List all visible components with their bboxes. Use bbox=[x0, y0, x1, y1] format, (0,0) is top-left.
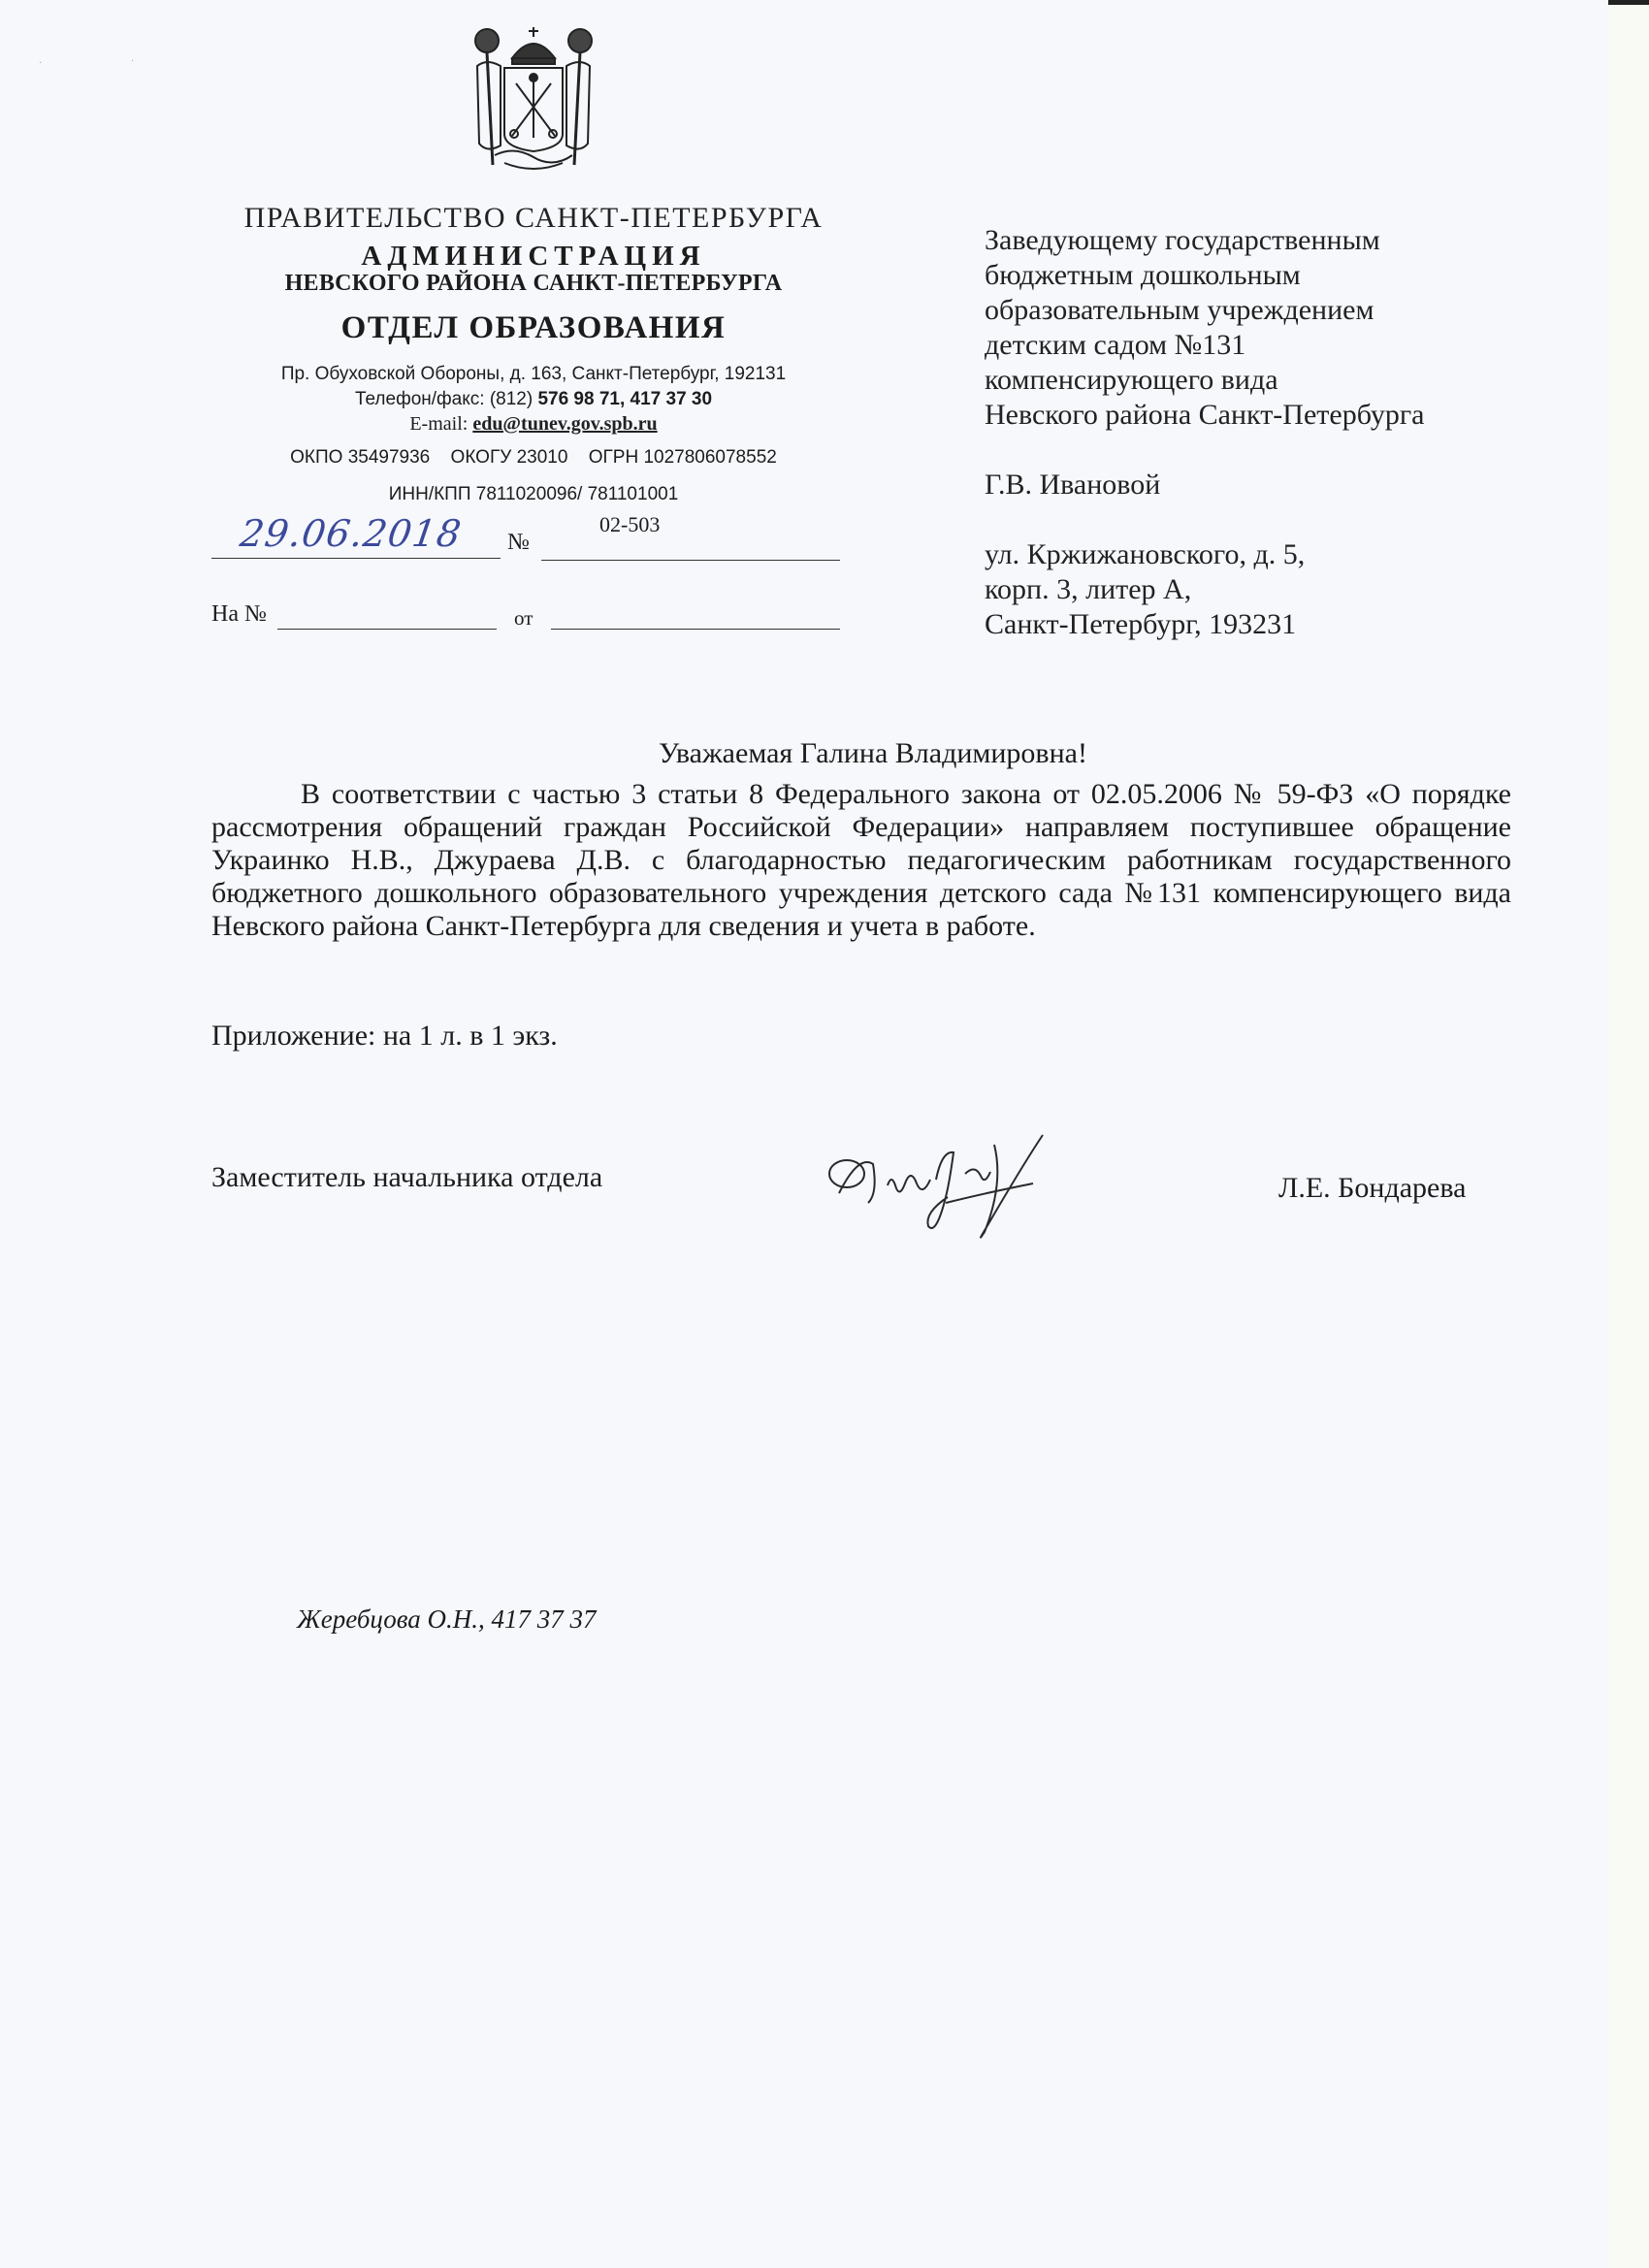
okogu-code: ОКОГУ 23010 bbox=[450, 447, 568, 468]
addressee-address-line: ул. Кржижановского, д. 5, bbox=[985, 538, 1306, 570]
reply-number-label: На № bbox=[211, 601, 267, 627]
signer-name: Л.Е. Бондарева bbox=[1278, 1172, 1467, 1204]
outgoing-number-field bbox=[541, 512, 840, 561]
letter-body bbox=[211, 778, 1511, 943]
addressee-line: бюджетным дошкольным bbox=[985, 259, 1301, 291]
number-label: № bbox=[507, 530, 530, 555]
addressee-name: Г.В. Ивановой bbox=[985, 469, 1161, 501]
executor-contact: Жеребцова О.Н., 417 37 37 bbox=[297, 1604, 597, 1634]
okpo-code: ОКПО 35497936 bbox=[290, 447, 431, 468]
administration-title: АДМИНИСТРАЦИЯ bbox=[361, 241, 706, 272]
salutation: Уважаемая Галина Владимировна! bbox=[659, 737, 1087, 769]
scan-dust: · bbox=[131, 56, 135, 67]
addressee-line: образовательным учреждением bbox=[985, 294, 1374, 326]
district-title: НЕВСКОГО РАЙОНА САНКТ-ПЕТЕРБУРГА bbox=[284, 271, 783, 296]
signer-title: Заместитель начальника отдела bbox=[211, 1161, 603, 1193]
reply-from-date-field bbox=[551, 597, 840, 630]
outgoing-number: 02-503 bbox=[599, 512, 661, 536]
registry-codes bbox=[194, 445, 873, 470]
scan-dust: · bbox=[39, 58, 43, 69]
email-link[interactable]: edu@tunev.gov.spb.ru bbox=[472, 413, 658, 435]
addressee-address-line: корп. 3, литер А, bbox=[985, 573, 1192, 605]
scan-edge-strip bbox=[1608, 0, 1649, 2268]
phone-label: Телефон/факс: (812) bbox=[354, 389, 538, 409]
addressee-block bbox=[985, 223, 1586, 642]
addressee-line: детским садом №131 bbox=[985, 329, 1246, 361]
coat-of-arms-icon bbox=[466, 19, 601, 175]
department-email bbox=[194, 412, 873, 436]
addressee-line: компенсирующего вида bbox=[985, 364, 1278, 396]
addressee-line: Невского района Санкт-Петербурга bbox=[985, 399, 1425, 431]
attachment-note: Приложение: на 1 л. в 1 экз. bbox=[211, 1020, 558, 1052]
outgoing-date-field bbox=[211, 512, 501, 559]
reply-reference-row bbox=[211, 597, 842, 635]
handwritten-date: 29.06.2018 bbox=[237, 512, 465, 555]
department-phone bbox=[194, 387, 873, 412]
department-address: Пр. Обуховской Обороны, д. 163, Санкт-Петербург, 192131 bbox=[280, 364, 787, 384]
department-title: ОТДЕЛ ОБРАЗОВАНИЯ bbox=[340, 310, 727, 345]
letterhead bbox=[194, 19, 873, 507]
inn-kpp-code: ИНН/КПП 7811020096/ 781101001 bbox=[388, 484, 679, 504]
government-title: ПРАВИТЕЛЬСТВО САНКТ-ПЕТЕРБУРГА bbox=[243, 202, 824, 234]
email-label: E-mail: bbox=[409, 413, 473, 435]
addressee-address-line: Санкт-Петербург, 193231 bbox=[985, 608, 1297, 640]
registration-row bbox=[211, 512, 842, 561]
reply-number-field bbox=[277, 597, 497, 630]
reply-from-label: от bbox=[514, 606, 534, 630]
ogrn-code: ОГРН 1027806078552 bbox=[588, 447, 777, 468]
scan-edge-bar bbox=[1608, 0, 1649, 5]
phone-numbers: 576 98 71, 417 37 30 bbox=[537, 389, 713, 409]
handwritten-signature-icon bbox=[820, 1125, 1149, 1251]
body-paragraph: В соответствии с частью 3 статьи 8 Федерального закона от 02.05.2006 № 59-ФЗ «О порядке рассмотрения обращений граждан Российской Федерации» направляем поступившее обращение Украинко Н.В., Джураева Д.В. с благодарностью педагогическим работникам государственного бюджетного дошкольного образовательного учреждения детского сада №131 компенсирующего вида Невского района Санкт-Петербурга для сведения и учета в работе. bbox=[211, 778, 1511, 942]
addressee-line: Заведующему государственным bbox=[985, 224, 1380, 256]
